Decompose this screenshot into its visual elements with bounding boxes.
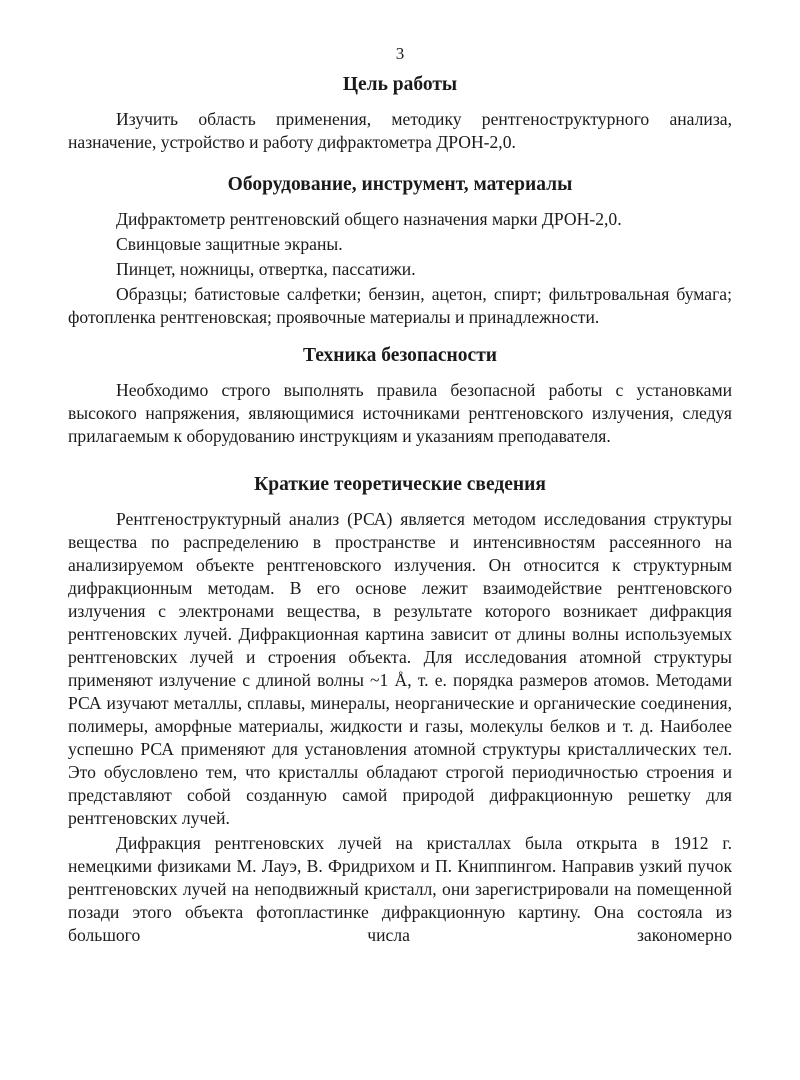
equipment-section: [68, 172, 732, 329]
safety-paragraph: Необходимо строго выполнять правила безопасной работы с установками высокого напряжения, являющимися источниками рентгеновского излучения, следуя прилагаемым к оборудованию инструкциям и указаниям преподавателя.: [68, 380, 732, 446]
goal-paragraph: Изучить область применения, методику рентгеноструктурного анализа, назначение, устройство и работу дифрактометра ДРОН-2,0.: [68, 109, 732, 152]
safety-section: [68, 343, 732, 448]
document-page: [68, 44, 732, 947]
equipment-item: Образцы; батистовые салфетки; бензин, ацетон, спирт; фильтровальная бумага; фотопленка рентгеновская; проявочные материалы и принадлежности.: [68, 284, 732, 327]
equipment-heading: Оборудование, инструмент, материалы: [227, 174, 573, 195]
theory-paragraph: Дифракция рентгеновских лучей на кристаллах была открыта в 1912 г. немецкими физиками М. Лауэ, В. Фридрихом и П. Книппингом. Направив узкий пучок рентгеновских лучей на неподвижный кристалл, они зарегистрировали на помещенной позади этого объекта фотопластинке дифракционную картину. Она состояла из большого числа закономерно: [68, 833, 732, 945]
theory-paragraph: Рентгеноструктурный анализ (РСА) является методом исследования структуры вещества по распределению в пространстве и интенсивностям рассеянного на анализируемом объекте рентгеновского излучения. Он относится к структурным дифракционным методам. В его основе лежит взаимодействие рентгеновского излучения с электронами вещества, в результате которого возникает дифракция рентгеновских лучей. Дифракционная картина зависит от длины волны используемых рентгеновских лучей и строения объекта. Для исследования атомной структуры применяют излучение с длиной волны ~1 Å, т. е. порядка размеров атомов. Методами РСА изучают металлы, сплавы, минералы, неорганические и органические соединения, полимеры, аморфные материалы, жидкости и газы, молекулы белков и т. д. Наиболее успешно РСА применяют для установления атомной структуры кристаллических тел. Это обусловлено тем, что кристаллы обладают строгой периодичностью строения и представляют собой созданную самой природой дифракционную решетку для рентгеновских лучей.: [68, 509, 732, 828]
equipment-item: Свинцовые защитные экраны.: [116, 234, 343, 254]
goal-heading: Цель работы: [342, 74, 458, 95]
theory-section: [68, 472, 732, 947]
equipment-item: Дифрактометр рентгеновский общего назначения марки ДРОН-2,0.: [116, 209, 622, 229]
page-number: 3: [395, 44, 405, 63]
equipment-list: [68, 208, 732, 329]
theory-heading: Краткие теоретические сведения: [254, 474, 546, 495]
goal-section: [68, 72, 732, 154]
equipment-item: Пинцет, ножницы, отвертка, пассатижи.: [116, 259, 416, 279]
safety-heading: Техника безопасности: [302, 345, 498, 366]
